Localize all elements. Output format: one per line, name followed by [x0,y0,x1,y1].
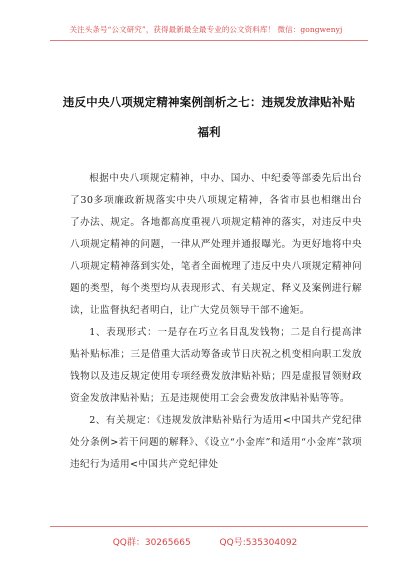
paragraph-intro: 根据中央八项规定精神，中办、国办、中纪委等部委先后出台了30多项廉政新规落实中央八项规定精神，各省市县也相继出台了办法、规定。各地都高度重视八项规定精神的落实，对违反中央八项规定精神的问题，一律从严处理并通报曝光。为更好地将中央八项规定精神落到实处，笔者全面梳理了违反中央八项规定精神问题的类型，每个类型均从表现形式、有关规定、释义及案例进行解读，让监督执纪者明白，让广大党员领导干部不逾矩。 [70,173,362,316]
footer-qq-group: QQ群：30265665 [112,538,191,548]
paragraph-manifestations: 1、表现形式：一是存在巧立名目乱发钱物；二是自行提高津贴补贴标准；三是借重大活动筹备或节日庆祝之机变相向职工发放钱物以及违反规定使用专项经费发放津贴补贴；四是虚报冒领财政资金发放津贴补贴；五是违规使用工会会费发放津贴补贴等等。 [70,327,362,404]
document-subtitle: 福利 [197,125,221,139]
document-body [70,168,362,476]
footer [40,535,370,548]
header-banner: 关注头条号“公文研究”，获得最新最全最专业的公文资料库！ 微信：gongwenyj [69,25,343,34]
paragraph-regulations: 2、有关规定：《违规发放津贴补贴行为适用<中国共产党纪律处分条例>若干问题的解释》、《设立“小金库”和适用“小金库”款项违纪行为适用<中国共产党纪律处 [70,415,362,470]
document-title: 违反中央八项规定精神案例剖析之七：违规发放津贴补贴 [62,95,356,109]
header-divider [50,40,368,41]
footer-qq: QQ号:535304092 [219,538,298,548]
footer-divider [50,526,368,527]
